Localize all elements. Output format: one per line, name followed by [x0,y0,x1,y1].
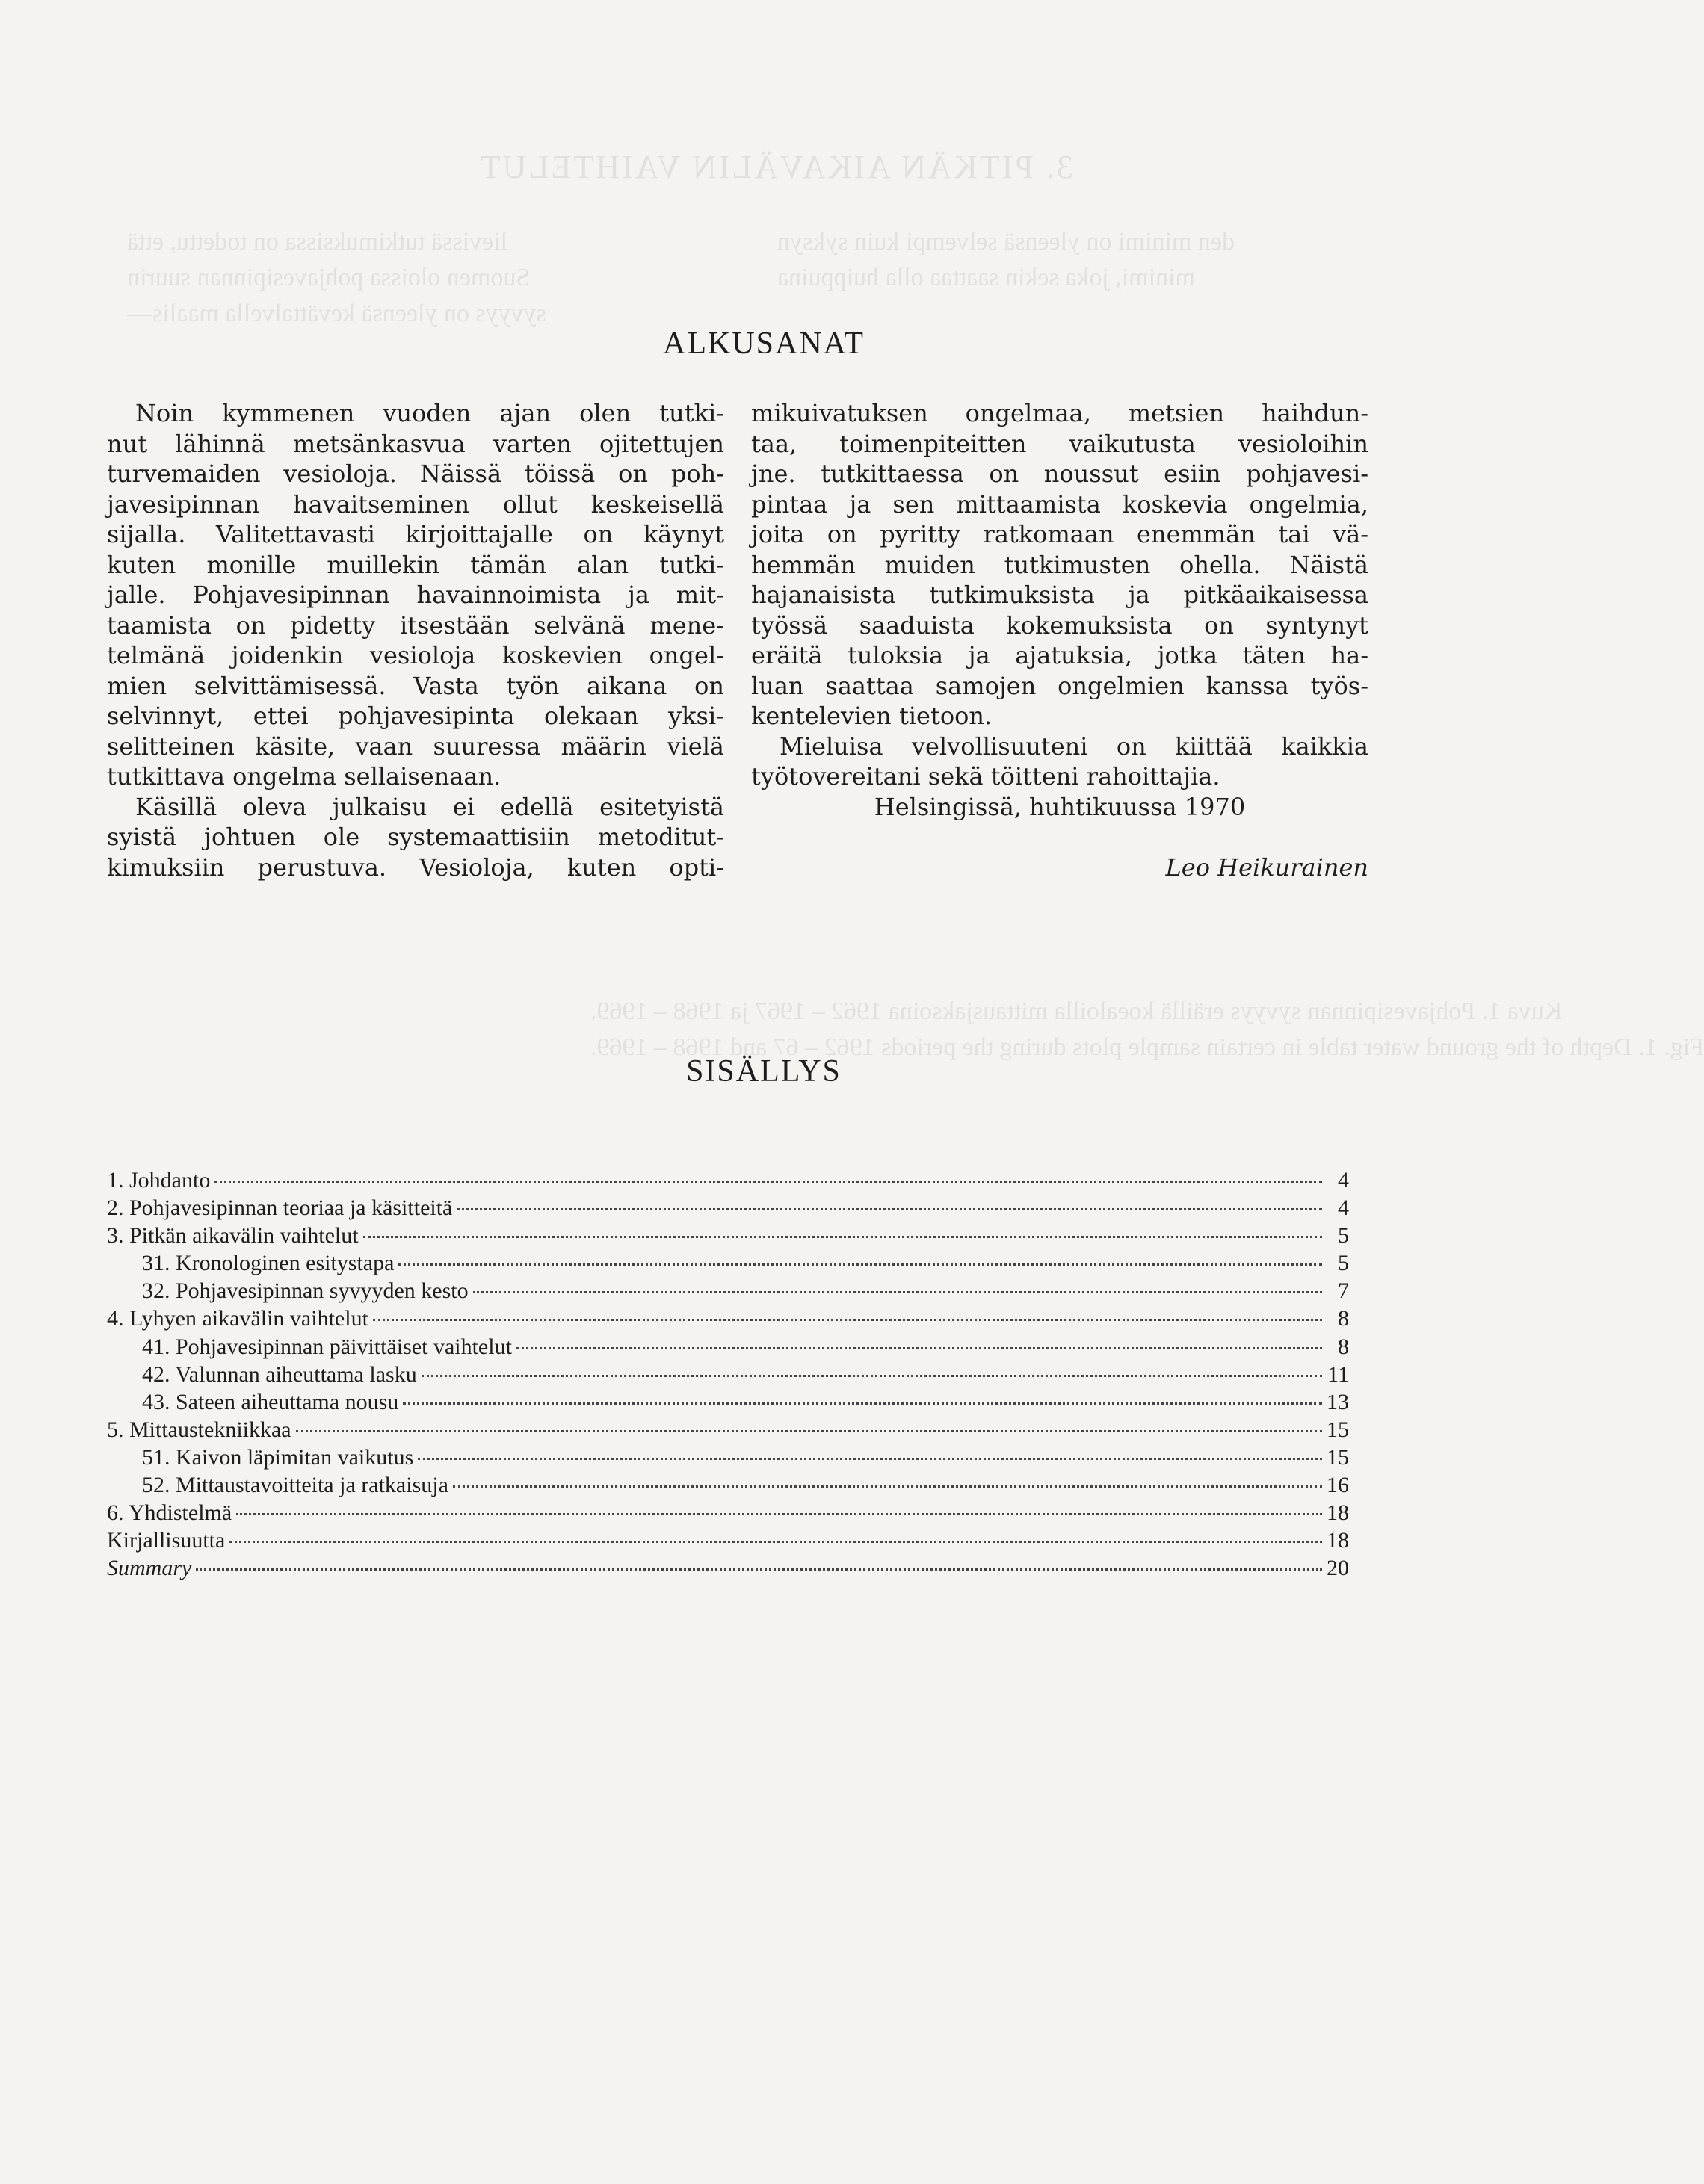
toc-entry-page: 13 [1327,1389,1349,1414]
toc-leader-dots [214,1181,1322,1183]
toc-entry-title: 51. Kaivon läpimitan vaikutus [142,1444,414,1470]
toc-leader-dots [363,1236,1322,1238]
preface-line: kuten monille muillekin tämän alan tutki- [107,550,724,579]
toc-entry-title: 32. Pohjavesipinnan syvyyden kesto [142,1278,469,1304]
toc-entry[interactable] [107,1528,1349,1556]
toc-entry-title: 2. Pohjavesipinnan teoriaa ja käsitteitä [107,1195,453,1221]
toc-entry[interactable] [107,1445,1349,1473]
preface-signature: Leo Heikurainen [1165,853,1368,882]
toc-leader-dots [422,1375,1322,1377]
toc-entry[interactable] [107,1417,1349,1445]
toc-entry-page: 5 [1338,1223,1349,1249]
toc-leader-dots [398,1263,1322,1266]
toc-entry-page: 15 [1327,1417,1349,1442]
toc-leader-dots [196,1568,1322,1571]
toc-entry-page: 20 [1327,1556,1349,1581]
preface-line: telmänä joidenkin vesioloja koskevien ongel- [107,641,724,669]
toc-entry-title: 42. Valunnan aiheuttama lasku [142,1361,417,1387]
preface-line: joita on pyritty ratkomaan enemmän tai vä- [751,520,1368,548]
toc-entry[interactable] [107,1223,1349,1251]
toc-entry-page: 18 [1327,1500,1349,1526]
preface-line: hemmän muiden tutkimusten ohella. Näistä [751,550,1368,579]
toc-entry-page: 16 [1327,1473,1349,1498]
toc-entry[interactable] [107,1334,1349,1362]
preface-line: Käsillä oleva julkaisu ei edellä esitetyistä [135,792,724,821]
toc-entry[interactable] [107,1251,1349,1278]
preface-line: pintaa ja sen mittaamista koskevia ongelmia, [751,489,1368,519]
toc-entry-page: 4 [1338,1168,1349,1192]
preface-column-right [751,398,1368,882]
toc-entry-title: Kirjallisuutta [107,1528,226,1553]
preface-line: taamista on pidetty itsestään selvänä mene- [107,610,724,640]
preface-line: Mieluisa velvollisuuteni on kiittää kaikkia [780,731,1368,761]
toc-leader-dots [236,1513,1322,1515]
toc-entry-title: 3. Pitkän aikavälin vaihtelut [107,1223,359,1249]
toc-entry-page: 18 [1327,1528,1349,1553]
preface-line: javesipinnan havaitseminen ollut keskeisellä [107,489,724,519]
preface-line: taa, toimenpiteitten vaikutusta vesioloihin [751,429,1368,458]
table-of-contents [107,1168,1349,1583]
toc-leader-dots [453,1485,1322,1488]
preface-line: jne. tutkittaessa on noussut esiin pohjavesi- [751,460,1368,488]
preface-line: mikuivatuksen ongelmaa, metsien haihdun- [751,399,1368,427]
toc-entry-title: 52. Mittaustavoitteita ja ratkaisuja [142,1473,448,1498]
preface-heading: ALKUSANAT [663,327,865,361]
toc-entry-title: 6. Yhdistelmä [107,1500,232,1526]
preface-line: työtovereitani sekä töitteni rahoittajia. [751,762,1220,791]
preface-line: sijalla. Valitettavasti kirjoittajalle on käynyt [107,520,724,548]
preface-line: nut lähinnä metsänkasvua varten ojitettujen [107,429,724,458]
preface-line: kimuksiin perustuva. Vesioloja, kuten opti- [107,853,724,882]
toc-leader-dots [418,1458,1322,1460]
preface-line: jalle. Pohjavesipinnan havainnoimista ja mit- [107,581,724,609]
toc-entry-page: 8 [1338,1306,1349,1331]
toc-entry-title: Summary [107,1556,192,1581]
preface-line: turvemaiden vesioloja. Näissä töissä on poh- [107,460,724,488]
toc-entry[interactable] [107,1306,1349,1334]
toc-entry-title: 1. Johdanto [107,1168,211,1192]
toc-entry-title: 31. Kronologinen esitystapa [142,1251,395,1276]
preface-line: työssä saaduista kokemuksista on syntynyt [751,610,1368,640]
reverse-side-bleed-through: 3. PITKÄN AIKAVÄLIN VAIHTELUT den minimi on yleensä selvempi kuin syksyn minimi, joka sekin saattaa olla huippuina lievissä tutkimuksissa on todettu, että Suomen oloissa pohjavesipinnan suurin syvyys on yleensä kevättalvella maalis— Kuva 1. Pohjavesipinnan syvyys eräillä koealoilla mittausjaksoina 1962 – 1967 ja 1968 – 1969. Fig. 1. Depth of the ground water table in certain sample plots during the periods 1962 – 67 and 1968 – 1969. [127,149,1704,1061]
toc-entry-page: 5 [1338,1251,1349,1276]
preface-line: kentelevien tietoon. [751,702,993,730]
preface-column-left [107,398,724,882]
toc-entry-title: 5. Mittaustekniikkaa [107,1417,291,1442]
toc-entry[interactable] [107,1168,1349,1195]
toc-leader-dots [296,1430,1322,1432]
toc-heading: SISÄLLYS [686,1054,842,1089]
preface-line: eräitä tuloksia ja ajatuksia, jotka täten ha- [751,641,1368,669]
toc-entry[interactable] [107,1195,1349,1223]
toc-entry[interactable] [107,1362,1349,1390]
toc-entry-page: 8 [1338,1334,1349,1359]
toc-leader-dots [373,1319,1322,1321]
toc-entry-title: 4. Lyhyen aikavälin vaihtelut [107,1306,368,1331]
toc-leader-dots [516,1347,1322,1349]
toc-entry-title: 41. Pohjavesipinnan päivittäiset vaihtelut [142,1334,512,1359]
toc-entry-title: 43. Sateen aiheuttama nousu [142,1389,399,1414]
toc-entry-page: 15 [1327,1444,1349,1470]
toc-leader-dots [457,1208,1322,1210]
preface-line: syistä johtuen ole systemaattisiin metoditut- [107,823,724,851]
preface-line: tutkittava ongelma sellaisenaan. [107,762,501,791]
preface-line: mien selvittämisessä. Vasta työn aikana on [107,671,724,700]
toc-entry-page: 11 [1327,1361,1349,1387]
preface-line: luan saattaa samojen ongelmien kanssa työs- [751,671,1368,700]
toc-entry[interactable] [107,1500,1349,1528]
signature-gap [751,822,1368,853]
toc-leader-dots [403,1402,1322,1405]
toc-entry-page: 7 [1338,1278,1349,1304]
preface-place-date: Helsingissä, huhtikuussa 1970 [874,792,1246,821]
preface-line: selvinnyt, ettei pohjavesipinta olekaan yksi- [107,702,724,730]
toc-entry[interactable] [107,1390,1349,1417]
toc-entry[interactable] [107,1556,1349,1583]
preface-line: Noin kymmenen vuoden ajan olen tutki- [135,399,724,427]
toc-entry[interactable] [107,1473,1349,1500]
preface-line: hajanaisista tutkimuksista ja pitkäaikaisessa [751,581,1368,609]
toc-entry-page: 4 [1338,1195,1349,1221]
toc-entry[interactable] [107,1278,1349,1306]
preface-line: selitteinen käsite, vaan suuressa määrin vielä [107,731,724,761]
toc-leader-dots [229,1541,1322,1543]
toc-leader-dots [473,1291,1322,1293]
